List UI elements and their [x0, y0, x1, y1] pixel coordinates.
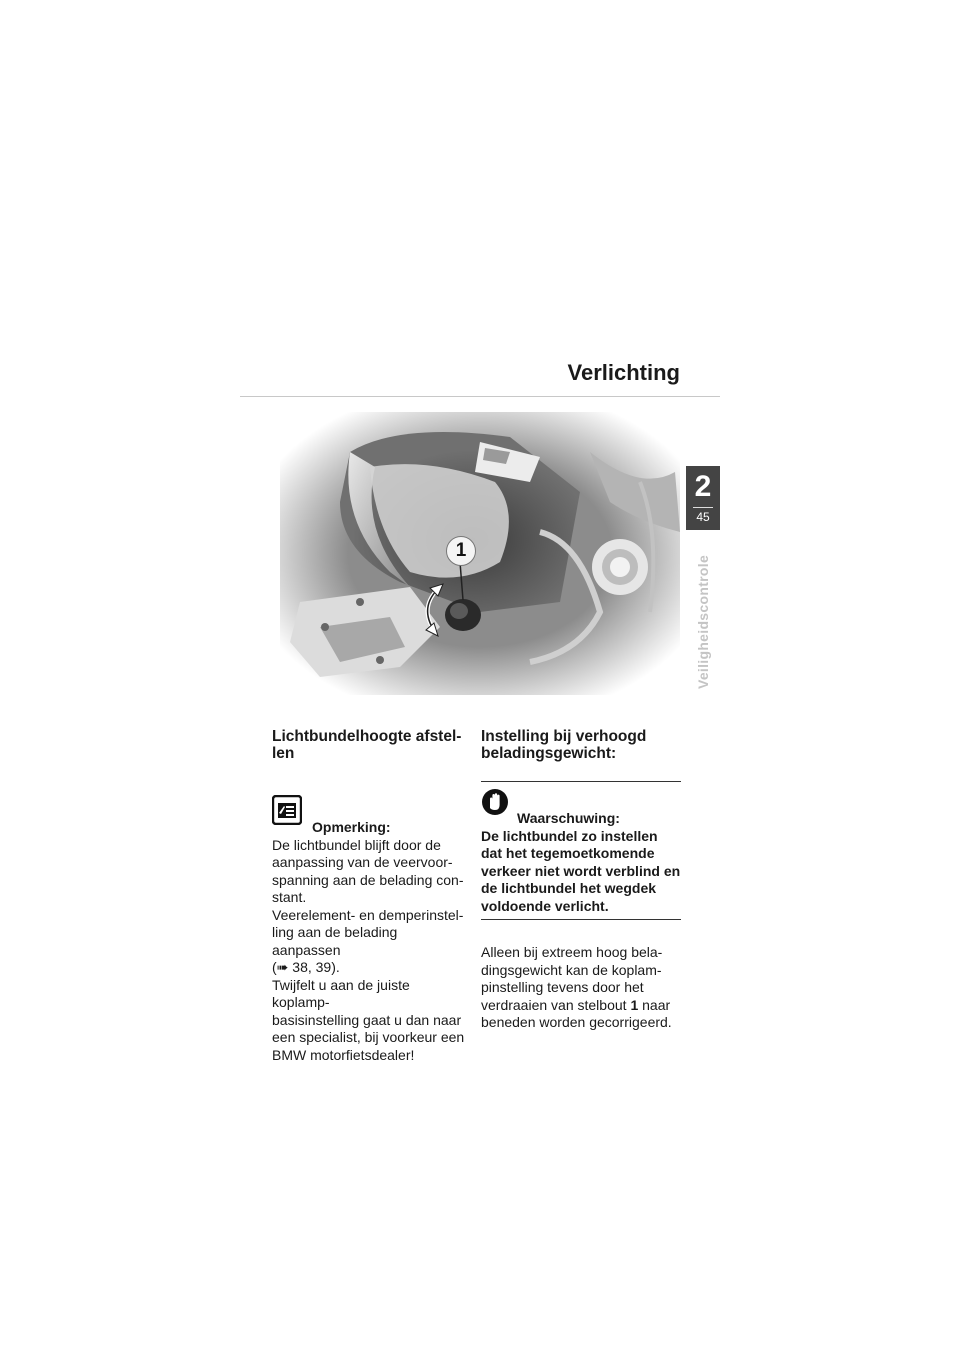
callout-1: 1	[446, 536, 476, 566]
right-body	[481, 944, 681, 1032]
chapter-tab-divider	[693, 507, 713, 508]
left-line: ling aan de belading aanpassen	[272, 924, 398, 958]
chapter-tab	[686, 466, 720, 530]
page-number: 45	[696, 510, 710, 524]
right-line: dingsgewicht kan de koplam-	[481, 961, 662, 978]
left-heading-line-2: len	[272, 745, 295, 762]
bolt-ref: 1	[630, 996, 639, 1013]
warning-line: dat het tegemoetkomende	[481, 845, 655, 861]
right-line: verdraaien van stelbout	[481, 996, 631, 1013]
chapter-number: 2	[694, 470, 712, 503]
warning-label: Waarschuwing:	[517, 810, 620, 826]
page-title: Verlichting	[567, 360, 680, 385]
warning-hand-icon	[481, 788, 509, 816]
left-line: spanning aan de belading con-	[272, 871, 464, 888]
left-line: stant.	[272, 889, 307, 905]
warning-line: De lichtbundel zo instellen	[481, 827, 658, 844]
right-heading	[481, 728, 681, 762]
right-line: beneden worden gecorrigeerd.	[481, 1014, 672, 1030]
warning-line: voldoende verlicht.	[481, 897, 609, 914]
left-line: Veerelement- en demperinstel-	[272, 906, 464, 923]
bolt-suffix: naar	[638, 996, 671, 1013]
left-line: De lichtbundel blijft door de	[272, 836, 441, 853]
warning-box	[481, 781, 681, 920]
title-divider	[240, 396, 720, 397]
right-heading-line-2: beladingsgewicht:	[481, 745, 617, 762]
left-column	[272, 728, 468, 1064]
right-heading-line-1: Instelling bij verhoogd	[481, 728, 647, 745]
left-heading-line-1: Lichtbundelhoogte afstel-	[272, 728, 462, 745]
left-line: aanpassing van de veervoor-	[272, 854, 453, 870]
note-icon	[272, 795, 302, 825]
left-line: (➠ 38, 39).	[272, 959, 340, 975]
left-line: BMW motorfietsdealer!	[272, 1046, 415, 1063]
right-column	[481, 728, 681, 1032]
right-line: pinstelling tevens door het	[481, 979, 644, 995]
headlight-adjuster-photo	[280, 412, 680, 695]
left-line: een specialist, bij voorkeur een	[272, 1029, 465, 1045]
left-heading	[272, 728, 468, 762]
section-side-label: Veiligheidscontrole	[695, 554, 711, 690]
warning-line: verkeer niet wordt verblind en	[481, 862, 681, 879]
left-line: basisinstelling gaat u dan naar	[272, 1011, 462, 1028]
right-line: Alleen bij extreem hoog bela-	[481, 944, 663, 960]
warning-line: de lichtbundel het wegdek	[481, 880, 657, 896]
right-line-with-ref	[481, 997, 681, 1015]
note-label: Opmerking:	[312, 819, 391, 835]
left-line: Twijfelt u aan de juiste koplamp-	[272, 976, 410, 1010]
